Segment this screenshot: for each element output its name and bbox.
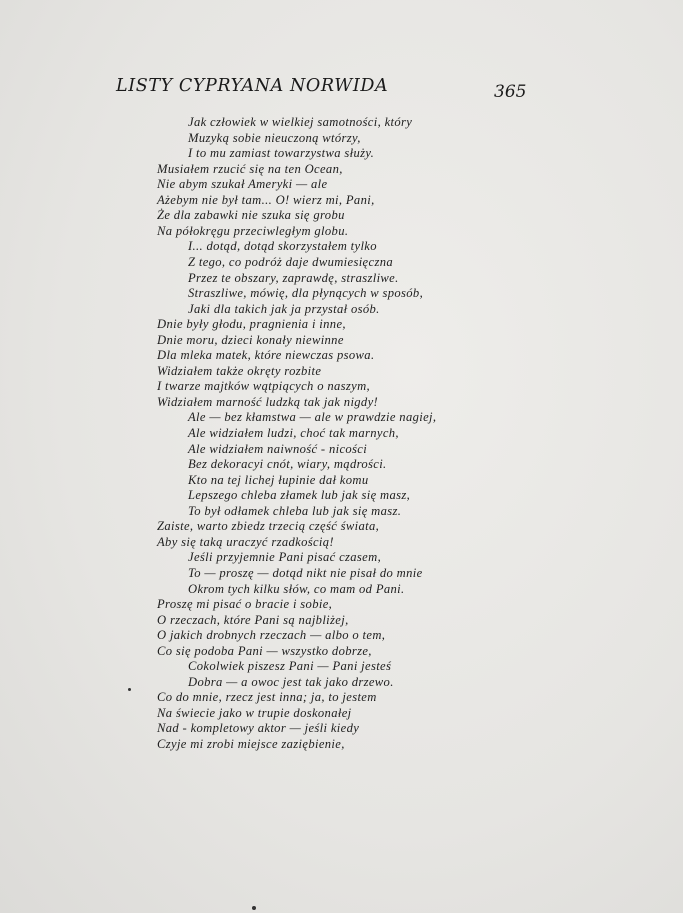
running-title: LISTY CYPRYANA NORWIDA (116, 76, 389, 96)
poem-line: I to mu zamiast towarzystwa służy. (188, 146, 375, 161)
poem-line: Czyje mi zrobi miejsce zaziębienie, (157, 737, 345, 751)
poem-line: Widziałem marność ludzką tak jak nigdy! (157, 394, 379, 409)
poem-line: Dnie były głodu, pragnienia i inne, (157, 317, 346, 332)
poem-line: Bez dekoracyi cnót, wiary, mądrości. (188, 457, 387, 472)
poem-line: O jakich drobnych rzeczach — albo o tem, (157, 628, 386, 643)
poem-line: Przez te obszary, zaprawdę, straszliwe. (188, 270, 399, 285)
poem-line: Z tego, co podróż daje dwumiesięczna (188, 254, 393, 269)
poem-line: Dnie moru, dzieci konały niewinne (157, 332, 344, 347)
poem-line: Straszliwe, mówię, dla płynących w sposób, (188, 286, 424, 301)
speck (128, 688, 131, 691)
poem-line: Dla mleka matek, które niewczas psowa. (157, 348, 375, 363)
poem-line: Lepszego chleba złamek lub jak się masz, (188, 488, 411, 503)
poem-line: Okrom tych kilku słów, co mam od Pani. (188, 581, 405, 596)
poem-line: Co się podoba Pani — wszystko dobrze, (157, 643, 372, 658)
poem-line: Nie abym szukał Ameryki — ale (157, 177, 328, 192)
speck (252, 906, 256, 910)
poem-line: Muzyką sobie nieuczoną wtórzy, (188, 130, 361, 145)
poem-line: I... dotąd, dotąd skorzystałem tylko (188, 239, 377, 254)
poem-line: To — proszę — dotąd nikt nie pisał do mnie (188, 565, 423, 580)
poem-line: Na świecie jako w trupie doskonałej (157, 705, 352, 720)
poem-line: Kto na tej lichej łupinie dał komu (188, 472, 369, 487)
poem-line: Jaki dla takich jak ja przystał osób. (188, 301, 380, 316)
poem-line: Ale widziałem ludzi, choć tak marnych, (188, 426, 399, 440)
poem-line: Musiałem rzucić się na ten Ocean, (157, 161, 343, 176)
poem-line: Że dla zabawki nie szuka się grobu (157, 208, 345, 223)
poem-line: Ale widziałem naiwność - nicości (188, 441, 368, 456)
poem-line: Na półokręgu przeciwległym globu. (157, 223, 349, 238)
page-number: 365 (494, 82, 527, 102)
poem-line: Aby się taką uraczyć rzadkością! (157, 534, 334, 549)
poem-line: Dobra — a owoc jest tak jako drzewo. (188, 674, 394, 689)
poem-line: Jeśli przyjemnie Pani pisać czasem, (188, 550, 382, 565)
poem-line: To był odłamek chleba lub jak się masz. (188, 503, 402, 518)
poem-line: I twarze majtków wątpiących o naszym, (157, 379, 371, 394)
poem-line: Nad - kompletowy aktor — jeśli kiedy (157, 721, 360, 736)
poem-line: Widziałem także okręty rozbite (157, 363, 322, 378)
poem-line: O rzeczach, które Pani są najbliżej, (157, 612, 349, 627)
poem-line: Jak człowiek w wielkiej samotności, który (188, 115, 413, 129)
poem-line: Ale — bez kłamstwa — ale w prawdzie nagiej, (188, 410, 437, 425)
poem-line: Proszę mi pisać o bracie i sobie, (157, 597, 333, 612)
poem-line: Zaiste, warto zbiedz trzecią część świata, (157, 519, 380, 534)
poem-line: Cokolwiek piszesz Pani — Pani jesteś (188, 659, 392, 674)
poem-line: Ażebym nie był tam... O! wierz mi, Pani, (157, 192, 375, 207)
poem-line: Co do mnie, rzecz jest inna; ja, to jestem (157, 690, 377, 705)
